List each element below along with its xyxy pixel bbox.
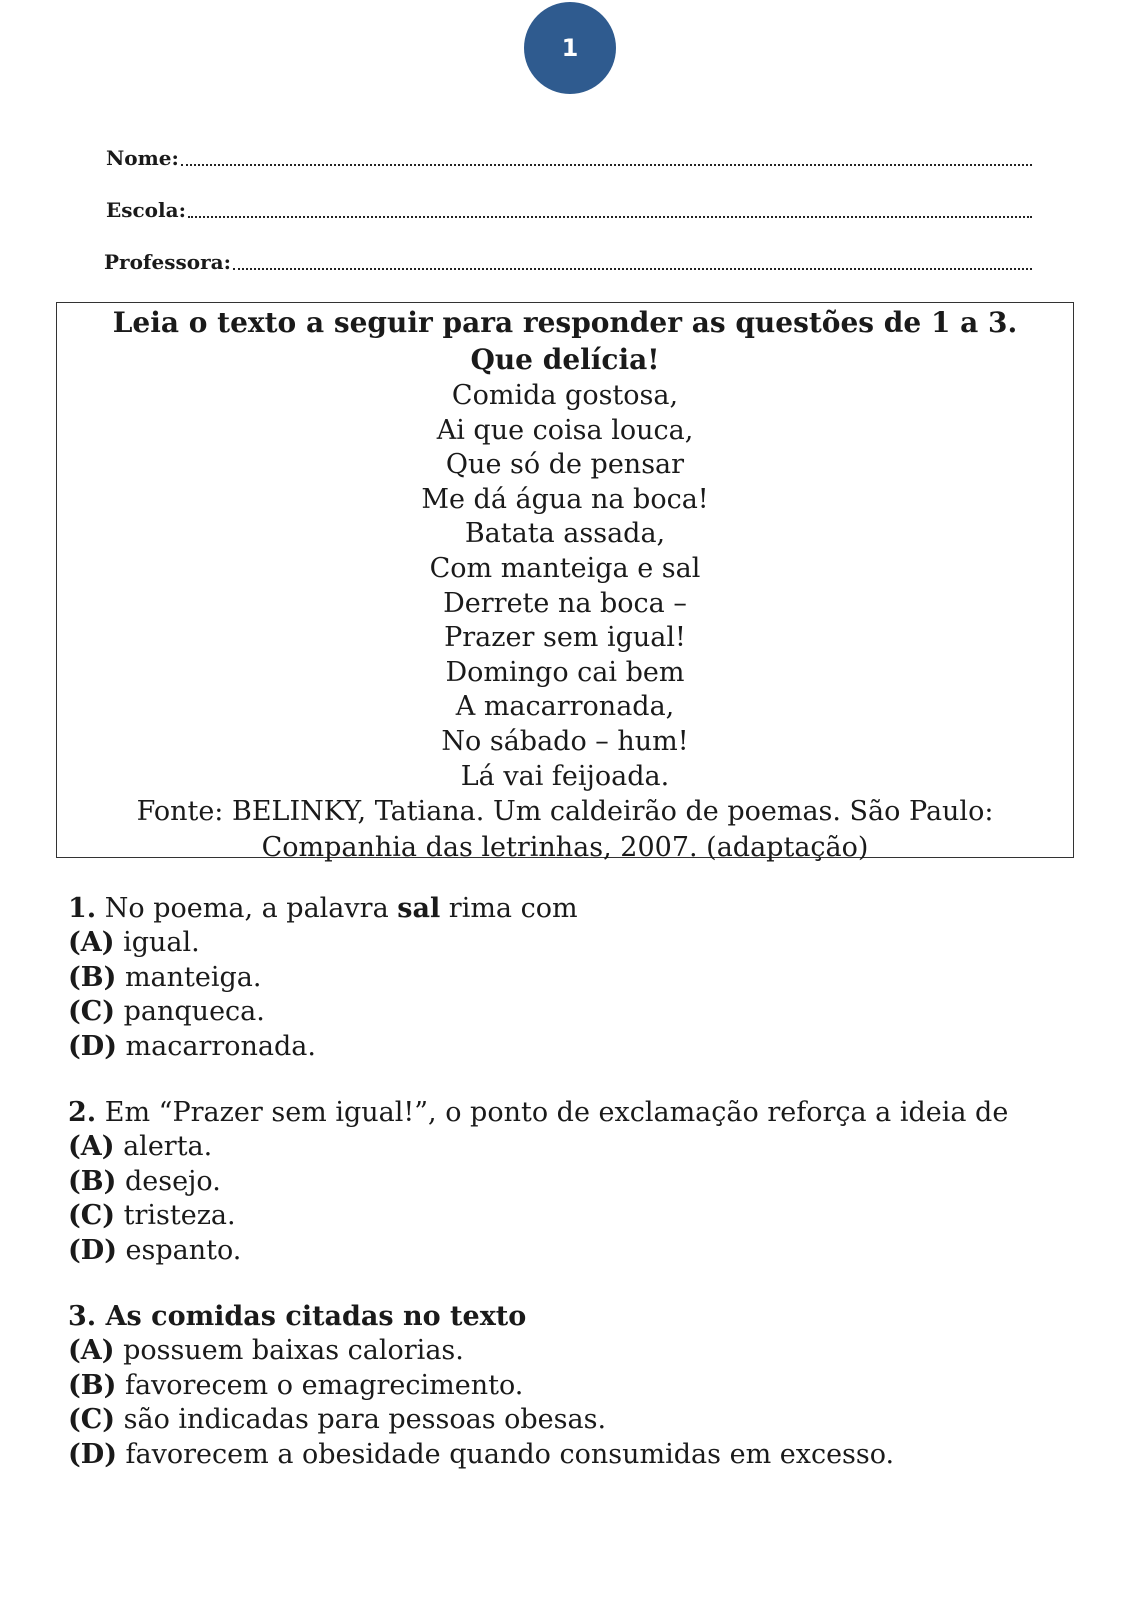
question-stem [68, 1300, 1068, 1334]
question-text: rima com [440, 893, 578, 924]
question-keyword: sal [397, 893, 441, 924]
option-letter: (A) [68, 1131, 115, 1162]
page-number: 1 [561, 34, 579, 62]
poem-verse: Domingo cai bem [445, 656, 685, 688]
nome-field[interactable] [106, 146, 1032, 170]
poem-verse: Prazer sem igual! [444, 622, 686, 654]
source-citation-line-1: Fonte: BELINKY, Tatiana. Um caldeirão de poemas. São Paulo: [136, 796, 994, 828]
question-stem [68, 1096, 1068, 1130]
option-c[interactable] [68, 1199, 1068, 1234]
page-number-badge [524, 2, 616, 94]
poem-verse: No sábado – hum! [441, 725, 689, 757]
poem-verse: Batata assada, [464, 518, 666, 550]
question-3 [68, 1300, 1068, 1472]
escola-dotted-line[interactable] [188, 216, 1032, 218]
option-d[interactable] [68, 1030, 1068, 1065]
poem-verse: Comida gostosa, [451, 380, 679, 411]
option-c[interactable] [68, 995, 1068, 1030]
option-letter: (B) [68, 1165, 117, 1197]
source-citation-line-2: Companhia das letrinhas, 2007. (adaptação) [261, 832, 869, 864]
option-letter: (A) [68, 927, 115, 958]
option-a[interactable] [68, 1334, 1068, 1369]
option-letter: (D) [68, 1030, 117, 1062]
nome-dotted-line[interactable] [181, 164, 1032, 166]
option-text: panqueca. [115, 996, 265, 1027]
escola-label: Escola: [106, 198, 186, 222]
option-letter: (C) [68, 1404, 116, 1435]
option-d[interactable] [68, 1438, 1068, 1473]
option-text: possuem baixas calorias. [114, 1335, 464, 1366]
nome-label: Nome: [106, 146, 179, 170]
option-letter: (B) [68, 961, 117, 993]
option-text: igual. [114, 927, 200, 958]
poem-verse: Que só de pensar [445, 449, 685, 481]
option-letter: (C) [68, 996, 116, 1027]
poem-verse: Derrete na boca – [443, 587, 687, 619]
option-b[interactable] [68, 961, 1068, 996]
questions-section [68, 892, 1068, 1504]
option-a[interactable] [68, 926, 1068, 961]
option-text: manteiga. [116, 961, 262, 993]
option-b[interactable] [68, 1369, 1068, 1404]
poem-verse: Com manteiga e sal [429, 552, 701, 584]
option-text: alerta. [114, 1131, 213, 1162]
option-text: macarronada. [116, 1030, 316, 1062]
question-2 [68, 1096, 1068, 1268]
poem-title: Que delícia! [470, 343, 660, 376]
escola-field[interactable] [106, 198, 1032, 222]
reading-instruction: Leia o texto a seguir para responder as questões de 1 a 3. [112, 306, 1018, 339]
option-letter: (A) [68, 1335, 115, 1366]
question-text: Em “Prazer sem igual!”, o ponto de exclamação reforça a ideia de [96, 1097, 1009, 1128]
option-letter: (D) [68, 1234, 117, 1266]
poem-verse: Lá vai feijoada. [460, 760, 670, 792]
question-number: 3. [68, 1301, 97, 1332]
option-text: desejo. [116, 1165, 221, 1197]
question-stem [68, 892, 1068, 926]
professora-field[interactable] [104, 250, 1032, 274]
option-b[interactable] [68, 1165, 1068, 1200]
option-letter: (D) [68, 1438, 117, 1470]
option-letter: (C) [68, 1200, 116, 1231]
option-c[interactable] [68, 1403, 1068, 1438]
professora-dotted-line[interactable] [233, 268, 1032, 270]
professora-label: Professora: [104, 250, 231, 274]
option-text: favorecem o emagrecimento. [116, 1369, 524, 1401]
poem-verse: Ai que coisa louca, [436, 414, 694, 446]
question-text: No poema, a palavra [96, 893, 398, 924]
option-text: favorecem a obesidade quando consumidas em excesso. [116, 1438, 895, 1470]
question-number: 2. [68, 1097, 97, 1128]
option-text: são indicadas para pessoas obesas. [115, 1404, 607, 1435]
option-a[interactable] [68, 1130, 1068, 1165]
option-letter: (B) [68, 1369, 117, 1401]
option-text: tristeza. [115, 1200, 236, 1231]
question-1 [68, 892, 1068, 1064]
question-text: As comidas citadas no texto [96, 1301, 527, 1332]
option-d[interactable] [68, 1234, 1068, 1269]
option-text: espanto. [116, 1234, 242, 1266]
poem-verse: A macarronada, [455, 691, 675, 723]
question-number: 1. [68, 893, 97, 924]
poem-verse: Me dá água na boca! [421, 483, 709, 515]
poem-text-box [56, 302, 1074, 864]
